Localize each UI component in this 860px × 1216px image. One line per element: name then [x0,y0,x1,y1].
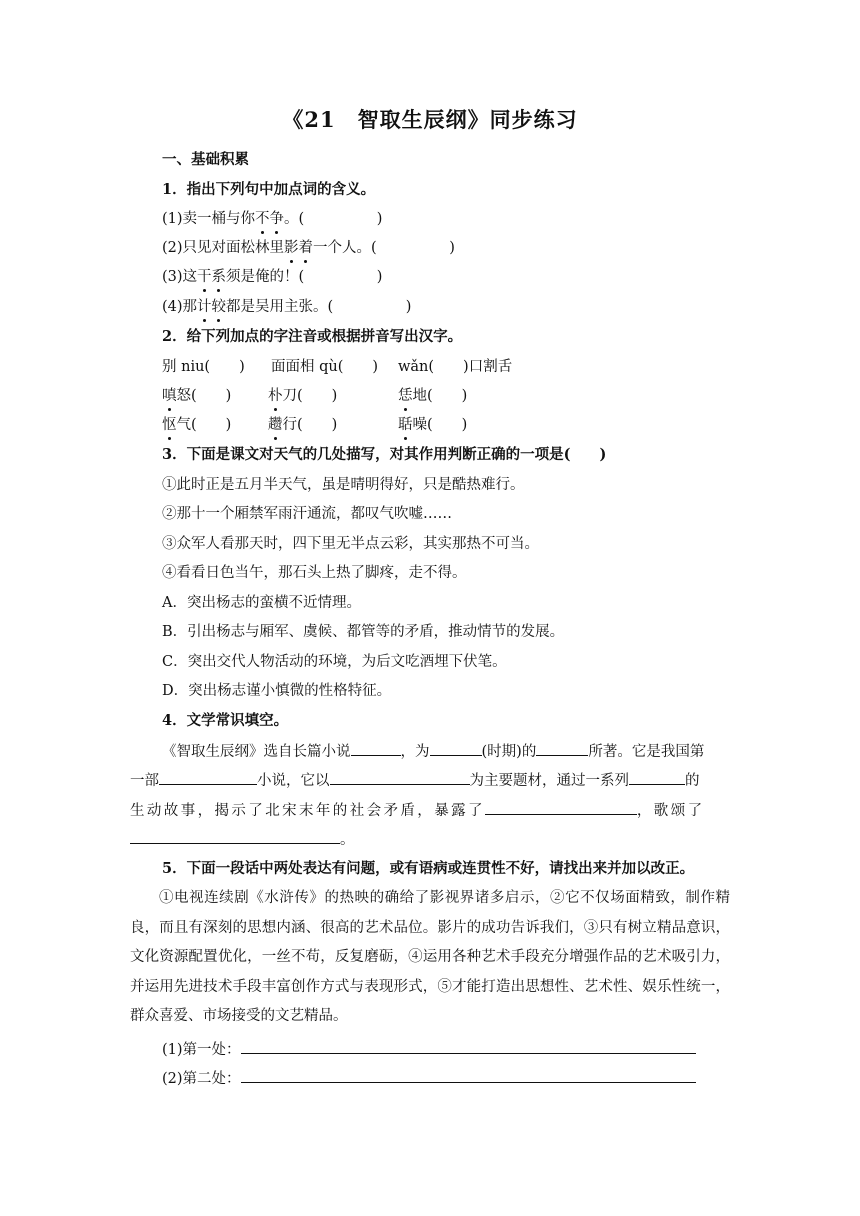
q4-text-9: 生动故事，揭示了北宋末年的社会矛盾，暴露了 [130,803,485,819]
q2-row3-b [268,415,337,435]
q5-answer-2-line[interactable] [241,1068,696,1083]
q1-item-1-post: 。( ) [284,211,383,227]
q4-text-3: (时期)的 [481,744,537,760]
emphasis-dot-char: 着 [298,240,314,256]
q5-answer-2-label: (2)第二处： [162,1071,241,1087]
q2-row2-c [398,386,467,406]
q1-stem-text: 1．指出下列句中加点词的含义。 [162,181,376,198]
q2-row3-b-dotted [268,417,283,433]
q2-row3-c-dotted [398,417,413,433]
q1-item-4 [162,297,411,317]
q2-row1-a: 别 niu( ) [162,359,245,375]
q5-answer-1-line[interactable] [241,1039,696,1054]
q2-row3-c-post: 噪( ) [412,417,468,433]
q4-blank-4[interactable] [159,770,257,785]
emphasis-dot-char: 不 [255,211,270,227]
emphasis-dot-char: 朴 [268,388,283,404]
emphasis-dot-char: 聒 [398,417,413,433]
q1-item-2 [162,238,455,258]
q4-stem [162,711,288,731]
q1-item-3-post: 须是俺的！( ) [226,269,383,285]
q3-option-d: D．突出杨志谨小慎微的性格特征。 [162,683,392,699]
emphasis-dot-char: 系 [211,269,227,285]
q4-blank-2[interactable] [430,741,482,756]
q3-line-1: ①此时正是五月半天气，虽是晴明得好，只是酷热难行。 [162,477,525,493]
q4-blank-5[interactable] [330,770,470,785]
q2-stem [162,327,462,347]
q1-item-1-pre: (1)卖一桶与你 [162,211,256,227]
page-title: 《21 智取生辰纲》同步练习 [282,107,578,132]
q1-item-3-dotted [197,269,226,285]
q5-stem-text: 5．下面一段话中两处表达有问题，或有语病或连贯性不好，请找出来并加以改正。 [162,860,695,877]
q4-text-11: 。 [340,832,355,848]
q2-row1-b: 面面相 qù( ) [271,359,379,375]
q4-text-10: ，歌颂了 [636,803,705,819]
q1-item-1 [162,209,382,229]
q2-row3-b-post: 行( ) [282,417,338,433]
q2-row2-b-post: 刀( ) [282,388,338,404]
q4-text-4: 所著。它是我国第 [588,744,705,760]
q1-item-1-dotted [255,211,284,227]
q2-row2-a-post: 怒( ) [176,388,232,404]
q4-text-2: ，为 [400,744,430,760]
q5-answer-1 [162,1039,696,1060]
q5-passage-text: ①电视连续剧《水浒传》的热映的确给了影视界诸多启示，②它不仅场面精致，制作精良，而且有深刻的思想内涵、很高的艺术品位。影片的成功告诉我们，③只有树立精品意识，文化资源配置优化，一丝不苟，反复磨砺，④运用各种艺术手段充分增强作品的艺术吸引力，并运用先进技术手段丰富创作方式与表现形式，⑤才能打造出思想性、艺术性、娱乐性统一，群众喜爱、市场接受的文艺精品。 [130,890,730,1025]
q3-line-2: ②那十一个厢禁军雨汗通流，都叹气吹嘘…… [162,506,452,522]
q4-line-1 [162,741,704,762]
q2-row2-b [268,386,337,406]
q2-row3-a-post: 气( ) [176,417,232,433]
q4-blank-7[interactable] [485,800,637,815]
q2-row3-c [398,415,467,435]
q4-stem-text: 4．文学常识填空。 [162,712,289,729]
q1-item-2-dotted [284,240,313,256]
emphasis-dot-char: 计 [197,299,212,315]
q1-item-4-post: 都是吴用主张。( ) [226,299,412,315]
q1-item-4-dotted [197,299,226,315]
q4-blank-3[interactable] [536,741,588,756]
q3-option-a: A．突出杨志的蛮横不近情理。 [162,595,361,611]
q3-stem-text: 3．下面是课文对天气的几处描写，对其作用判断正确的一项是( ) [162,446,607,463]
q4-line-2 [130,770,700,791]
q5-passage [130,884,730,1032]
q2-row2-c-dotted [398,388,413,404]
q3-option-b: B．引出杨志与厢军、虞候、都管等的矛盾，推动情节的发展。 [162,624,565,640]
q1-item-2-pre: (2)只见对面松林里 [162,240,285,256]
q2-stem-text: 2．给下列加点的字注音或根据拼音写出汉字。 [162,328,463,345]
q4-line-4 [130,829,355,850]
q2-row3-a-dotted [162,417,177,433]
q3-stem [162,445,606,465]
q4-blank-1[interactable] [351,741,401,756]
q5-answer-1-label: (1)第一处： [162,1042,241,1058]
q1-item-2-post: 一个人。( ) [313,240,455,256]
q2-row3-a [162,415,231,435]
q2-row1-c: wǎn( )口割舌 [398,359,513,375]
q4-text-1: 《智取生辰纲》选自长篇小说 [162,744,351,760]
emphasis-dot-char: 较 [211,299,227,315]
q4-text-6: 小说，它以 [257,773,330,789]
q3-line-4: ④看看日色当午，那石头上热了脚疼，走不得。 [162,565,467,581]
q2-row2-a [162,386,231,406]
q4-text-5: 一部 [130,773,159,789]
emphasis-dot-char: 影 [284,240,299,256]
q3-line-3: ③众军人看那天时，四下里无半点云彩，其实那热不可当。 [162,536,539,552]
q3-option-c: C．突出交代人物活动的环境，为后文吃酒埋下伏笔。 [162,654,507,670]
q2-row2-b-dotted [268,388,283,404]
emphasis-dot-char: 恁 [398,388,413,404]
q5-stem [162,859,694,879]
emphasis-dot-char: 趱 [268,417,283,433]
emphasis-dot-char: 干 [197,269,212,285]
q4-blank-6[interactable] [629,770,685,785]
q2-row2-c-post: 地( ) [412,388,468,404]
section-heading: 一、基础积累 [162,151,249,168]
q1-stem [162,180,375,200]
emphasis-dot-char: 争 [269,211,285,227]
q4-text-7: 为主要题材，通过一系列 [469,773,629,789]
q4-line-3 [130,800,705,821]
q4-blank-8[interactable] [130,829,340,844]
emphasis-dot-char: 嗔 [162,388,177,404]
q4-text-8: 的 [685,773,700,789]
q1-item-4-pre: (4)那 [162,299,198,315]
q1-item-3 [162,267,382,287]
q5-answer-2 [162,1068,696,1089]
q1-item-3-pre: (3)这 [162,269,198,285]
q2-row2-a-dotted [162,388,177,404]
emphasis-dot-char: 怄 [162,417,177,433]
